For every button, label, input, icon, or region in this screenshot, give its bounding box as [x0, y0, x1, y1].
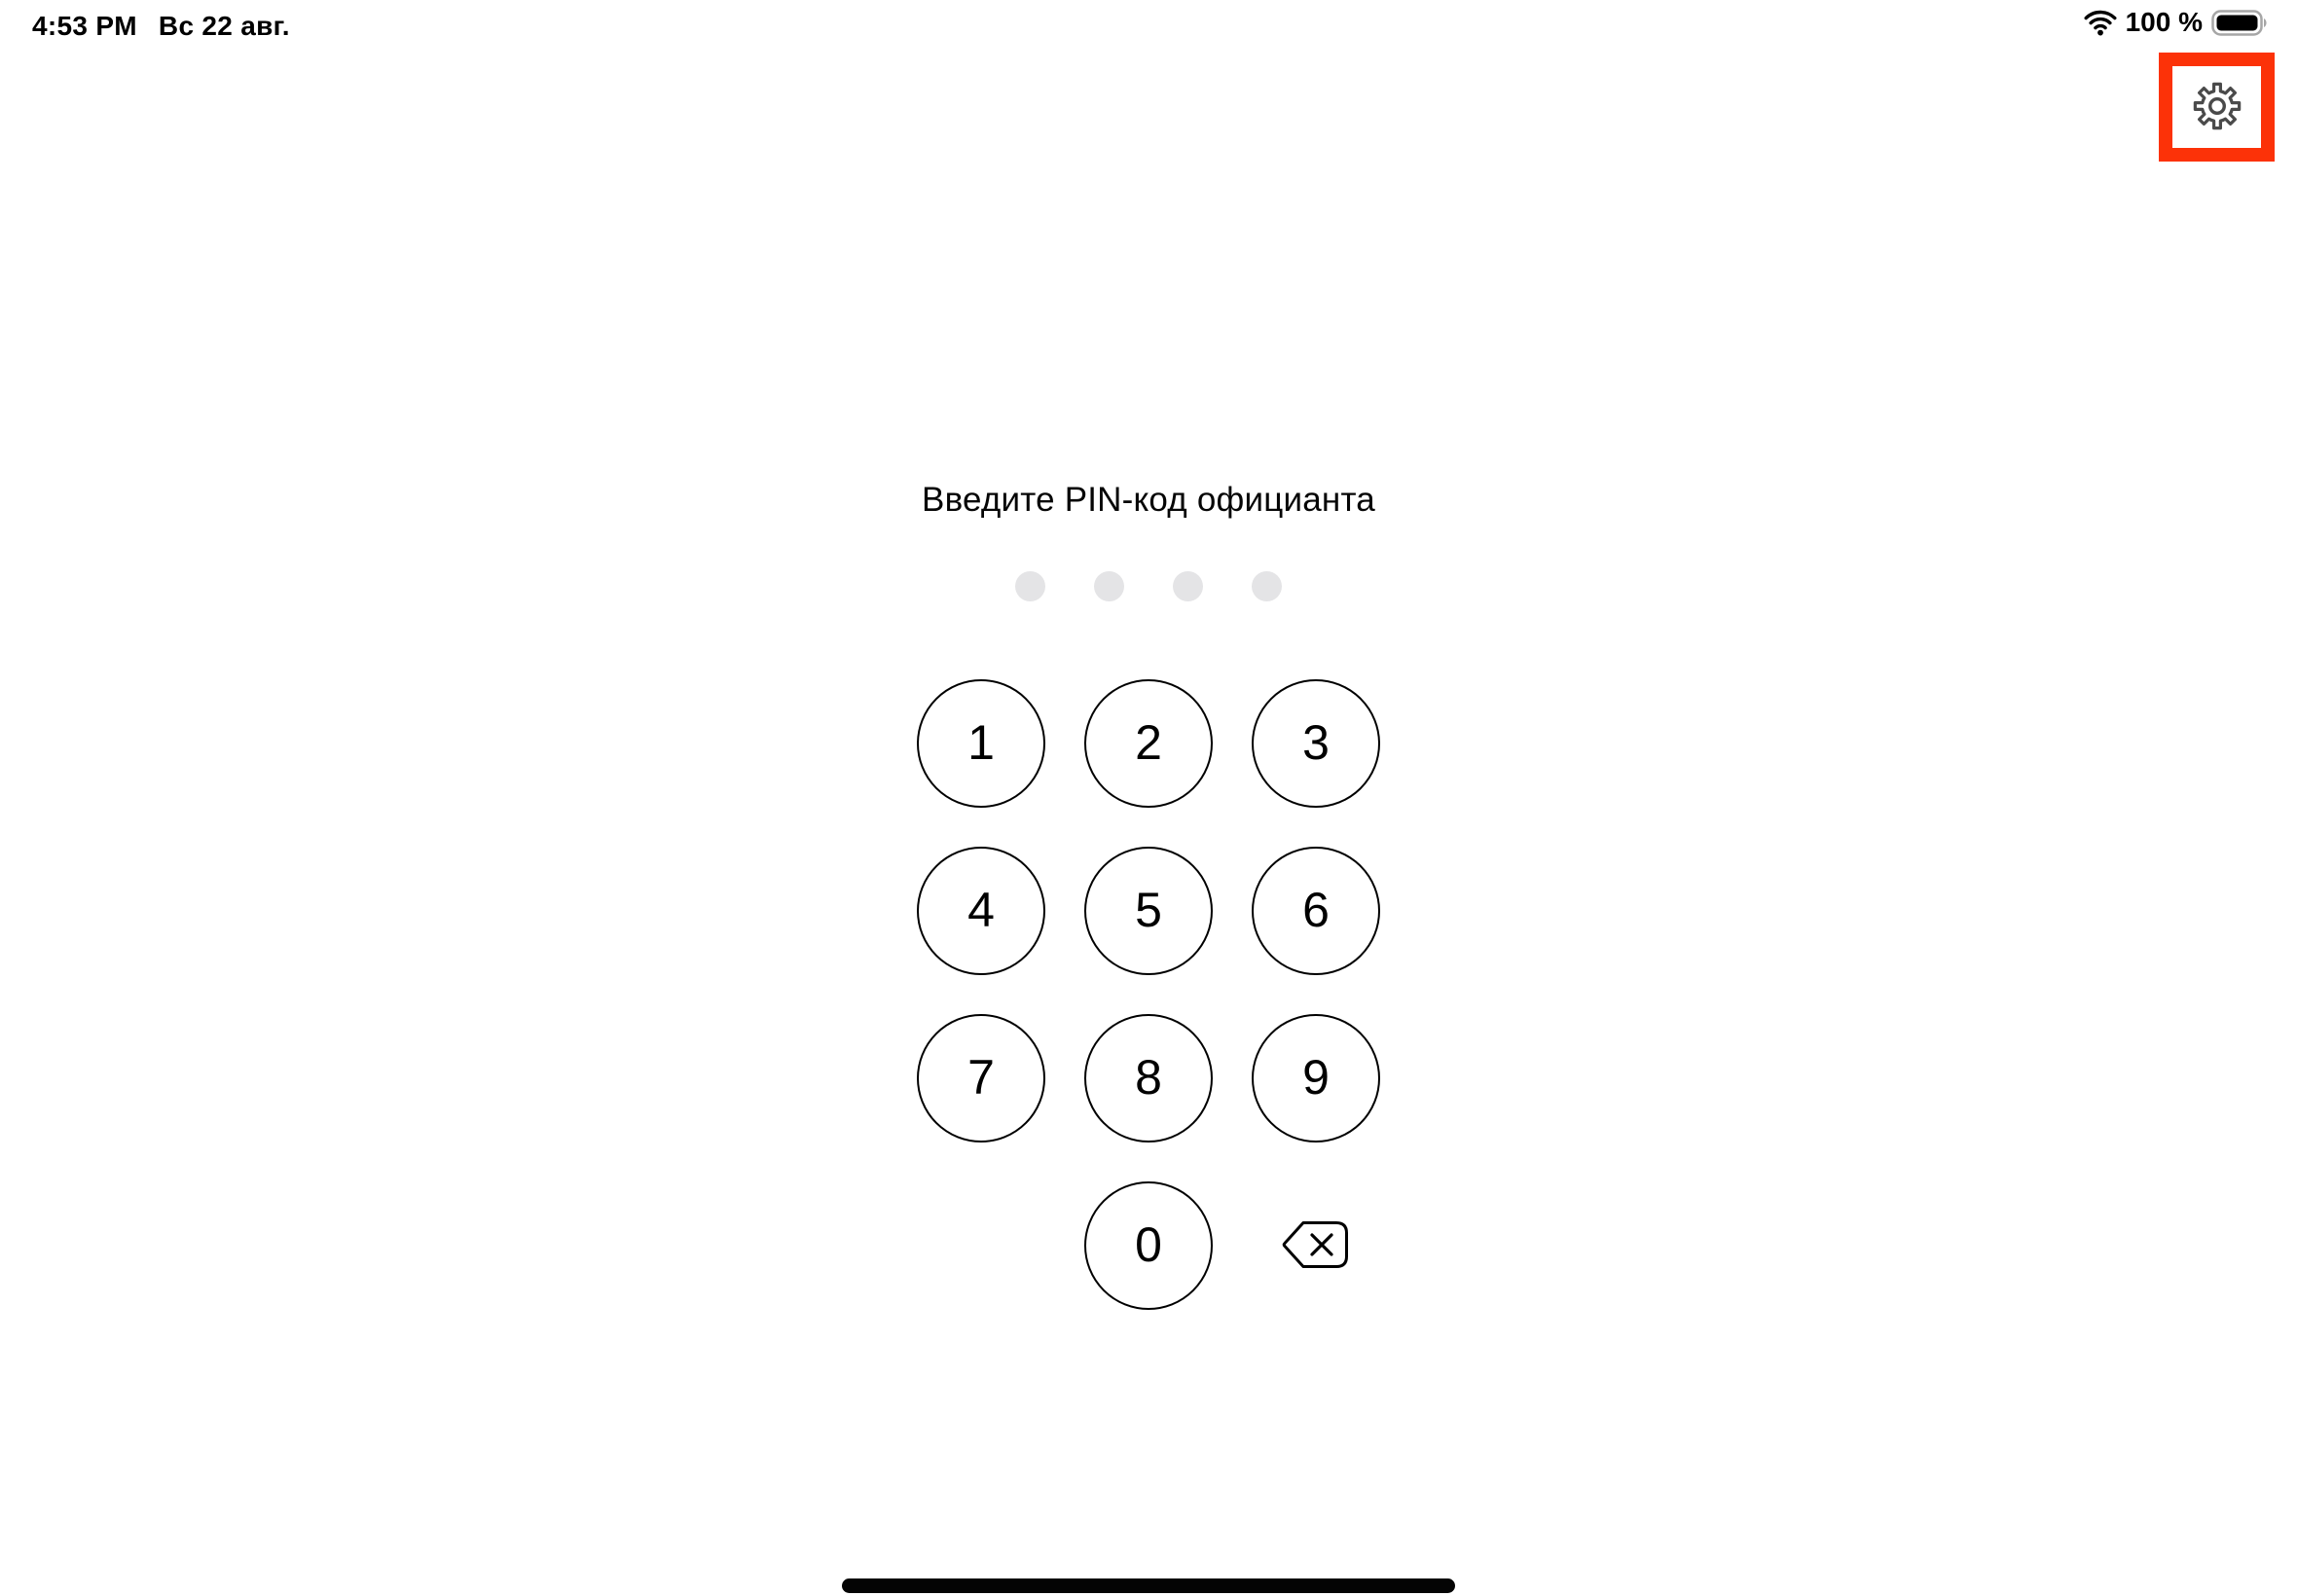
key-3[interactable]: 3 — [1252, 679, 1380, 808]
key-8[interactable]: 8 — [1084, 1014, 1213, 1143]
battery-percentage: 100 % — [2125, 7, 2203, 37]
status-date: Вс 22 авг. — [158, 11, 290, 41]
keypad-spacer — [917, 1181, 1045, 1310]
status-bar-left — [32, 11, 290, 42]
key-6[interactable]: 6 — [1252, 847, 1380, 975]
pin-dots — [0, 571, 2297, 601]
key-1[interactable]: 1 — [917, 679, 1045, 808]
settings-button[interactable] — [2172, 66, 2261, 148]
pin-dot — [1094, 571, 1124, 601]
key-0[interactable]: 0 — [1084, 1181, 1213, 1310]
backspace-button[interactable] — [1252, 1181, 1380, 1310]
key-7[interactable]: 7 — [917, 1014, 1045, 1143]
status-bar-right — [2084, 8, 2268, 37]
pin-dot — [1015, 571, 1045, 601]
gear-icon — [2192, 81, 2242, 134]
key-5[interactable]: 5 — [1084, 847, 1213, 975]
key-4[interactable]: 4 — [917, 847, 1045, 975]
annotation-highlight — [2159, 53, 2275, 162]
pin-dot — [1252, 571, 1282, 601]
home-indicator[interactable] — [842, 1578, 1455, 1593]
wifi-icon — [2084, 10, 2117, 36]
status-time: 4:53 PM — [32, 11, 137, 41]
battery-full-icon — [2211, 10, 2268, 36]
page-title: Введите PIN-код официанта — [922, 481, 1375, 519]
key-2[interactable]: 2 — [1084, 679, 1213, 808]
key-9[interactable]: 9 — [1252, 1014, 1380, 1143]
pin-dot — [1173, 571, 1203, 601]
backspace-icon — [1281, 1219, 1351, 1273]
keypad — [917, 679, 1380, 1310]
